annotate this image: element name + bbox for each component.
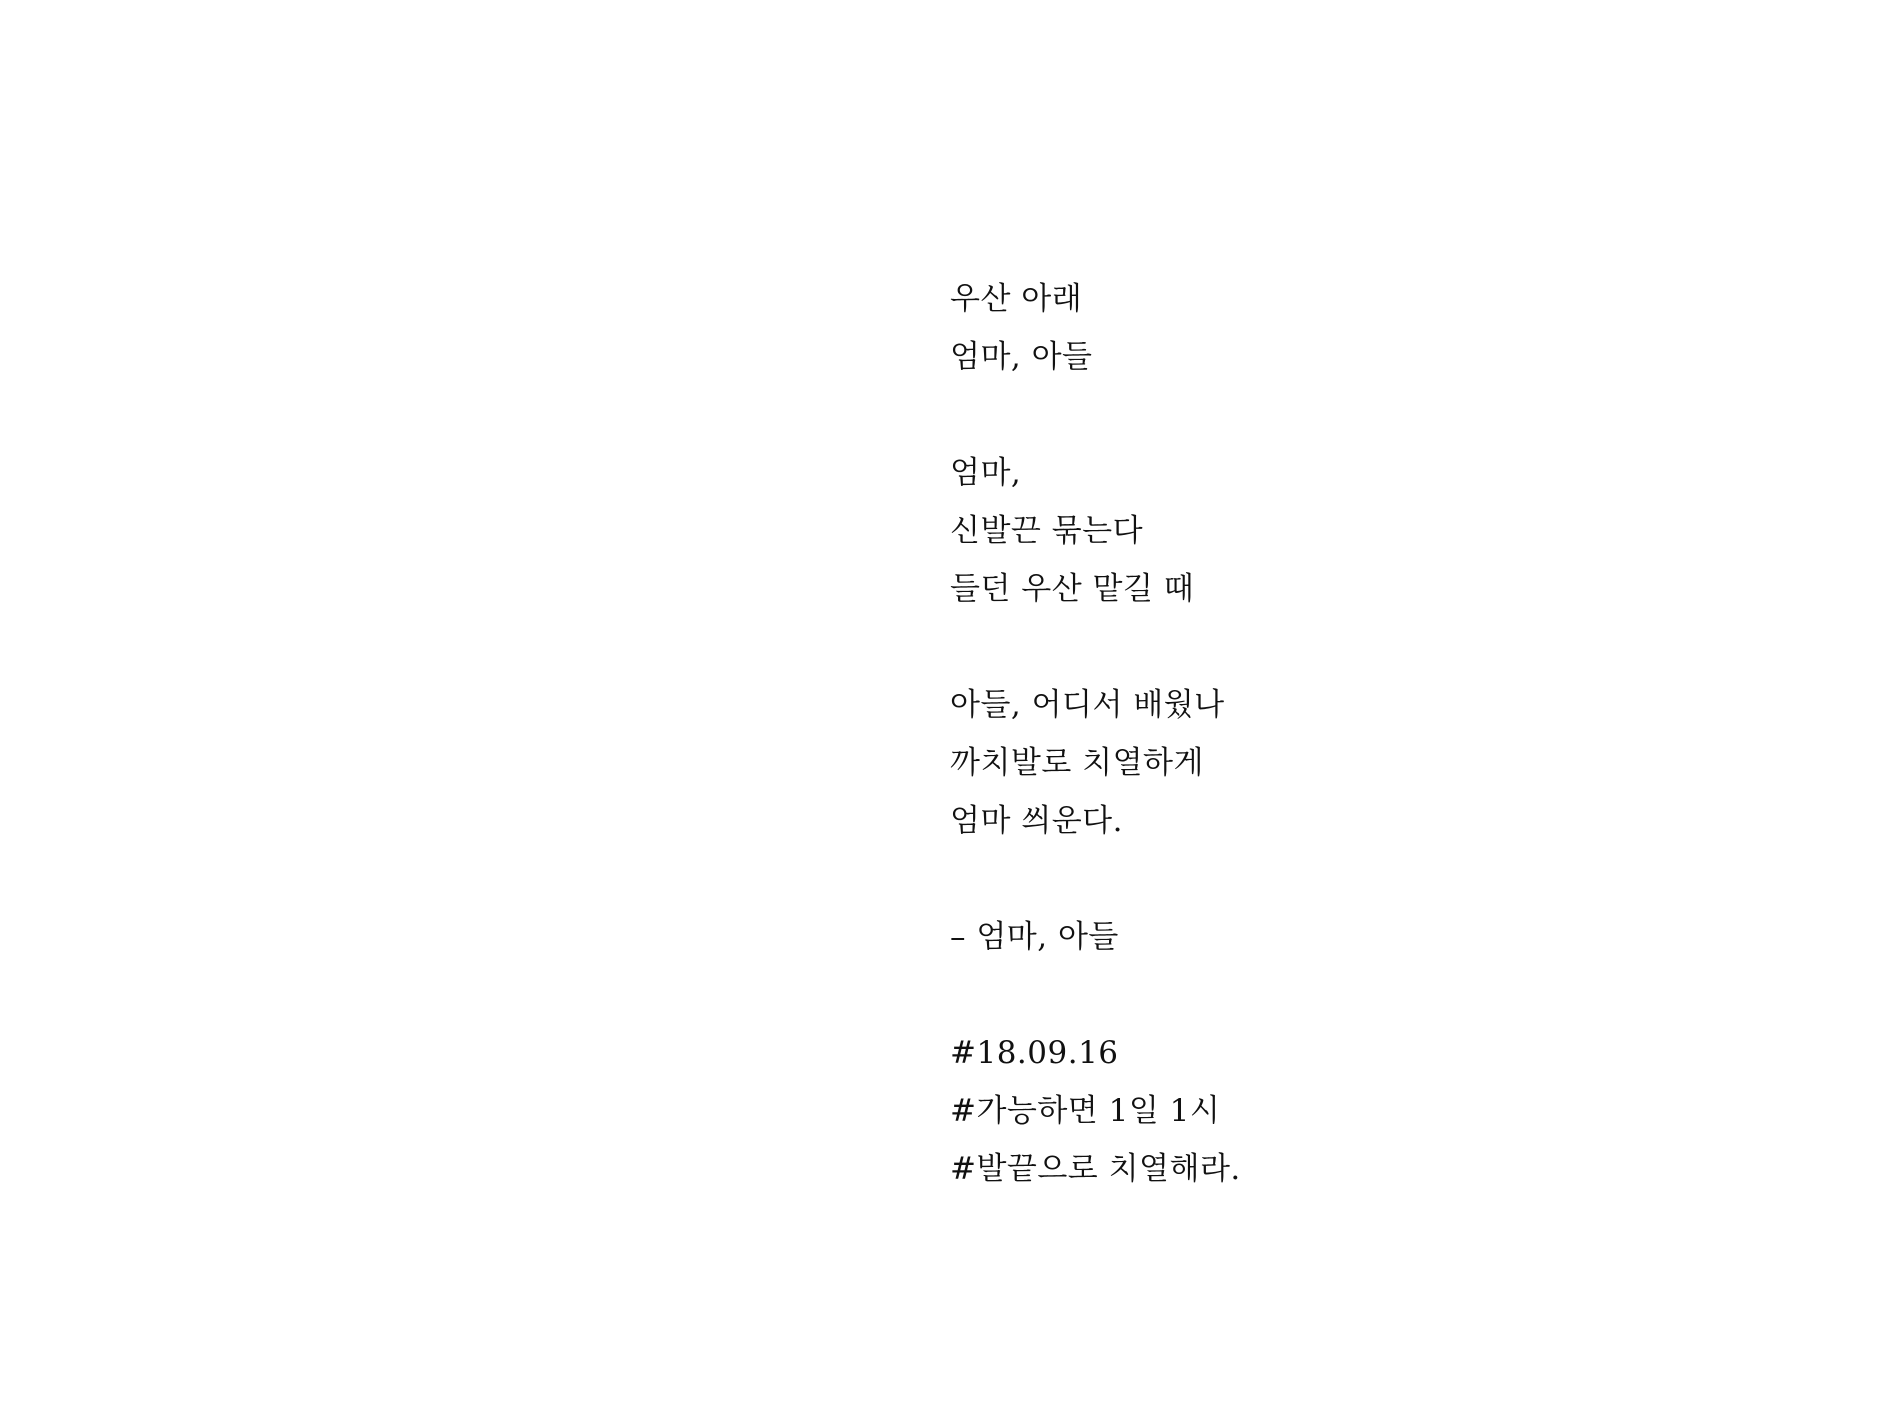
- poem-line: 엄마, 아들: [950, 339, 1093, 375]
- poem-body: [950, 270, 1770, 1198]
- poem-line: 아들, 어디서 배웠나: [950, 687, 1225, 723]
- stanza-second: [950, 444, 1770, 618]
- poem-line: 들던 우산 맡길 때: [950, 571, 1195, 607]
- hashtag-motto: #발끝으로 치열해라.: [950, 1151, 1241, 1187]
- poem-line: 신발끈 묶는다: [950, 513, 1144, 549]
- poem-title-credit: [950, 908, 1770, 966]
- poem-line: 우산 아래: [950, 281, 1083, 317]
- hashtag-date: #18.09.16: [950, 1035, 1119, 1071]
- poem-line: 엄마 씌운다.: [950, 803, 1123, 839]
- poem-line: 까치발로 치열하게: [950, 745, 1204, 781]
- stanza-third: [950, 676, 1770, 850]
- stanza-opening: [950, 270, 1770, 386]
- hashtag-block: [950, 1024, 1770, 1198]
- hashtag-note: #가능하면 1일 1시: [950, 1093, 1221, 1129]
- poem-line: 엄마,: [950, 455, 1022, 491]
- poem-title-line: – 엄마, 아들: [950, 919, 1119, 955]
